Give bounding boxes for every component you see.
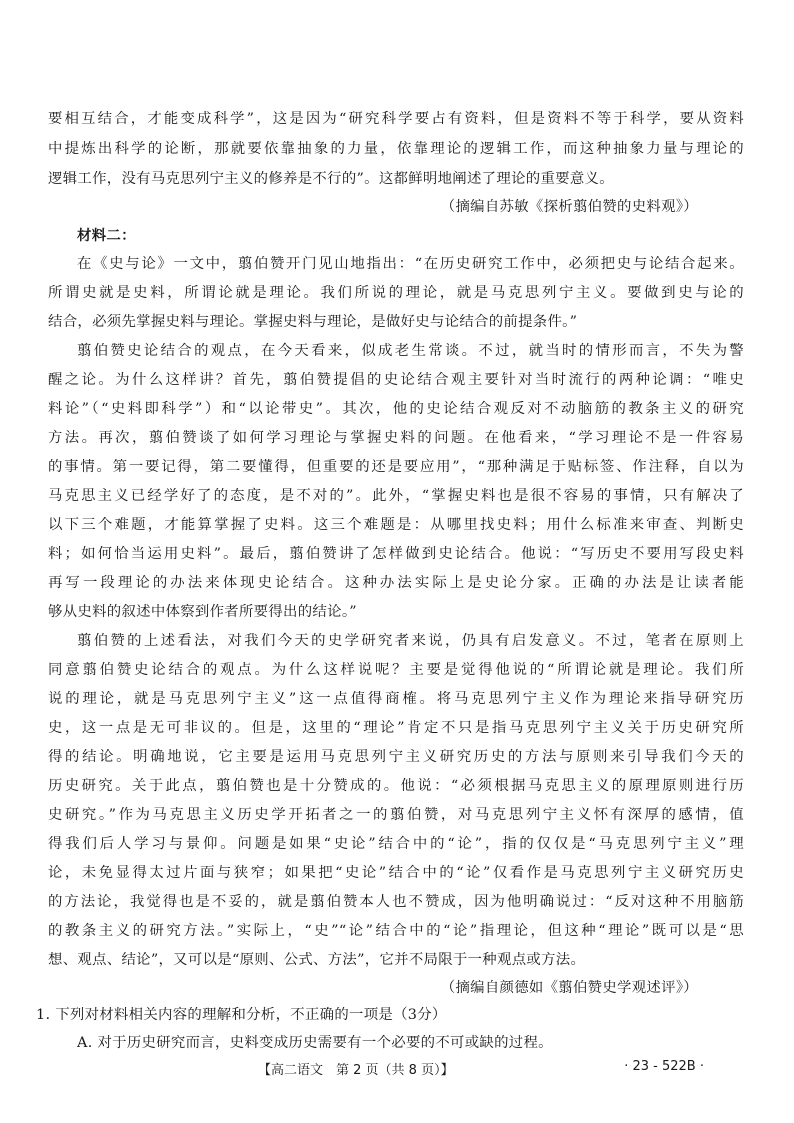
text-line: 以下三个难题，才能算掌握了史料。这三个难题是：从哪里找史料；用什么标准来审查、判断史 xyxy=(48,517,744,533)
source-citation: （摘编自颜德如《翦伯赞史学观述评》） xyxy=(440,980,698,996)
text-line: 的事情。第一要记得，第二要懂得，但重要的还是要应用”，“那种满足于贴标签、作注释，自以为 xyxy=(48,459,744,475)
text-line: 料；如何恰当运用史料”。最后，翦伯赞讲了怎样做到史论结合。他说：“写历史不要用写段史料 xyxy=(48,546,744,562)
text-line: 的方法论，我觉得也是不妥的，就是翦伯赞本人也不赞成，因为他明确说过：“反对这种不用脑筋 xyxy=(48,894,744,910)
text-line: 历史研究。关于此点，翦伯赞也是十分赞成的。他说：“必须根据马克思主义的原理原则进行历 xyxy=(48,778,744,794)
footer-exam-code: · 23 - 522B · xyxy=(624,1059,704,1074)
text-line: 马克思主义已经学好了的态度，是不对的”。此外，“掌握史料也是很不容易的事情，只有解决了 xyxy=(48,488,744,504)
text-line: 论，未免显得太过片面与狭窄；如果把“史论”结合中的“论”仅看作是马克思列宁主义研究历史 xyxy=(48,865,744,881)
text-line: 中提炼出科学的论断，那就要依靠抽象的力量，依靠理论的逻辑工作，而这种抽象力量与理论的 xyxy=(48,141,744,157)
text-line: 翦伯赞史论结合的观点，在今天看来，似成老生常谈。不过，就当时的情形而言，不失为警 xyxy=(77,343,744,359)
text-line: 所谓史就是史料，所谓论就是理论。我们所说的理论，就是马克思列宁主义。要做到史与论的 xyxy=(48,285,744,301)
text-line: 的教条主义的研究方法。”实际上，“史”“论”结合中的“论”指理论，但这种“理论”既可以是“思 xyxy=(48,923,744,939)
text-line: 逻辑工作，没有马克思列宁主义的修养是不行的”。这都鲜明地阐述了理论的重要意义。 xyxy=(48,171,614,187)
section-heading: 材料二： xyxy=(77,227,136,244)
text-line: 得我们后人学习与景仰。问题是如果“史论”结合中的“论”，指的仅仅是“马克思列宁主义”理 xyxy=(48,836,744,852)
text-line: 醒之论。为什么这样讲？首先，翦伯赞提倡的史论结合观主要针对当时流行的两种论调：“唯史 xyxy=(48,372,744,388)
text-line: 同意翦伯赞史论结合的观点。为什么这样说呢？主要是觉得他说的“所谓论就是理论。我们所 xyxy=(48,662,744,678)
page-footer xyxy=(0,1059,794,1081)
text-line: 方法。再次，翦伯赞谈了如何学习理论与掌握史料的问题。在他看来，“学习理论不是一件容易 xyxy=(48,430,744,446)
text-line: 料论”（“史料即科学”）和“以论带史”。其次，他的史论结合观反对不动脑筋的教条主义的研究 xyxy=(48,401,744,417)
footer-page-info: 【高二语文 第 2 页（共 8 页）】 xyxy=(258,1063,454,1078)
text-line: 要相互结合，才能变成科学”，这是因为“研究科学要占有资料，但是资料不等于科学，要从资料 xyxy=(48,111,744,127)
text-line: 史，这一点是无可非议的。但是，这里的“理论”肯定不只是指马克思列宁主义关于历史研究所 xyxy=(48,720,744,736)
text-line: 说的理论，就是马克思列宁主义”这一点值得商榷。将马克思列宁主义作为理论来指导研究历 xyxy=(48,691,744,707)
text-line: 够从史料的叙述中体察到作者所要得出的结论。” xyxy=(48,604,357,620)
text-line: 得的结论。明确地说，它主要是运用马克思列宁主义研究历史的方法与原则来引导我们今天的 xyxy=(48,749,744,765)
text-line: 再写一段理论的办法来体现史论结合。这种办法实际上是史论分家。正确的办法是让读者能 xyxy=(48,575,744,591)
text-line: 翦伯赞的上述看法，对我们今天的史学研究者来说，仍具有启发意义。不过，笔者在原则上 xyxy=(77,633,744,649)
text-line: 在《史与论》一文中，翦伯赞开门见山地指出：“在历史研究工作中，必须把史与论结合起来。 xyxy=(77,256,744,272)
source-citation: （摘编自苏敏《探析翦伯赞的史料观》） xyxy=(440,199,698,215)
text-line: 结合，必须先掌握史料与理论。掌握史料与理论，是做好史与论结合的前提条件。” xyxy=(48,314,578,330)
text-line: 史研究。”作为马克思主义历史学开拓者之一的翦伯赞，对马克思列宁主义怀有深厚的感情，值 xyxy=(48,807,744,823)
text-line: 想、观点、结论”，又可以是“原则、公式、方法”，它并不局限于一种观点或方法。 xyxy=(48,952,586,968)
question-stem: 1. 下列对材料相关内容的理解和分析，不正确的一项是（3分） xyxy=(36,1007,447,1023)
question-option-a: A. 对于历史研究而言，史料变成历史需要有一个必要的不可或缺的过程。 xyxy=(77,1035,553,1051)
